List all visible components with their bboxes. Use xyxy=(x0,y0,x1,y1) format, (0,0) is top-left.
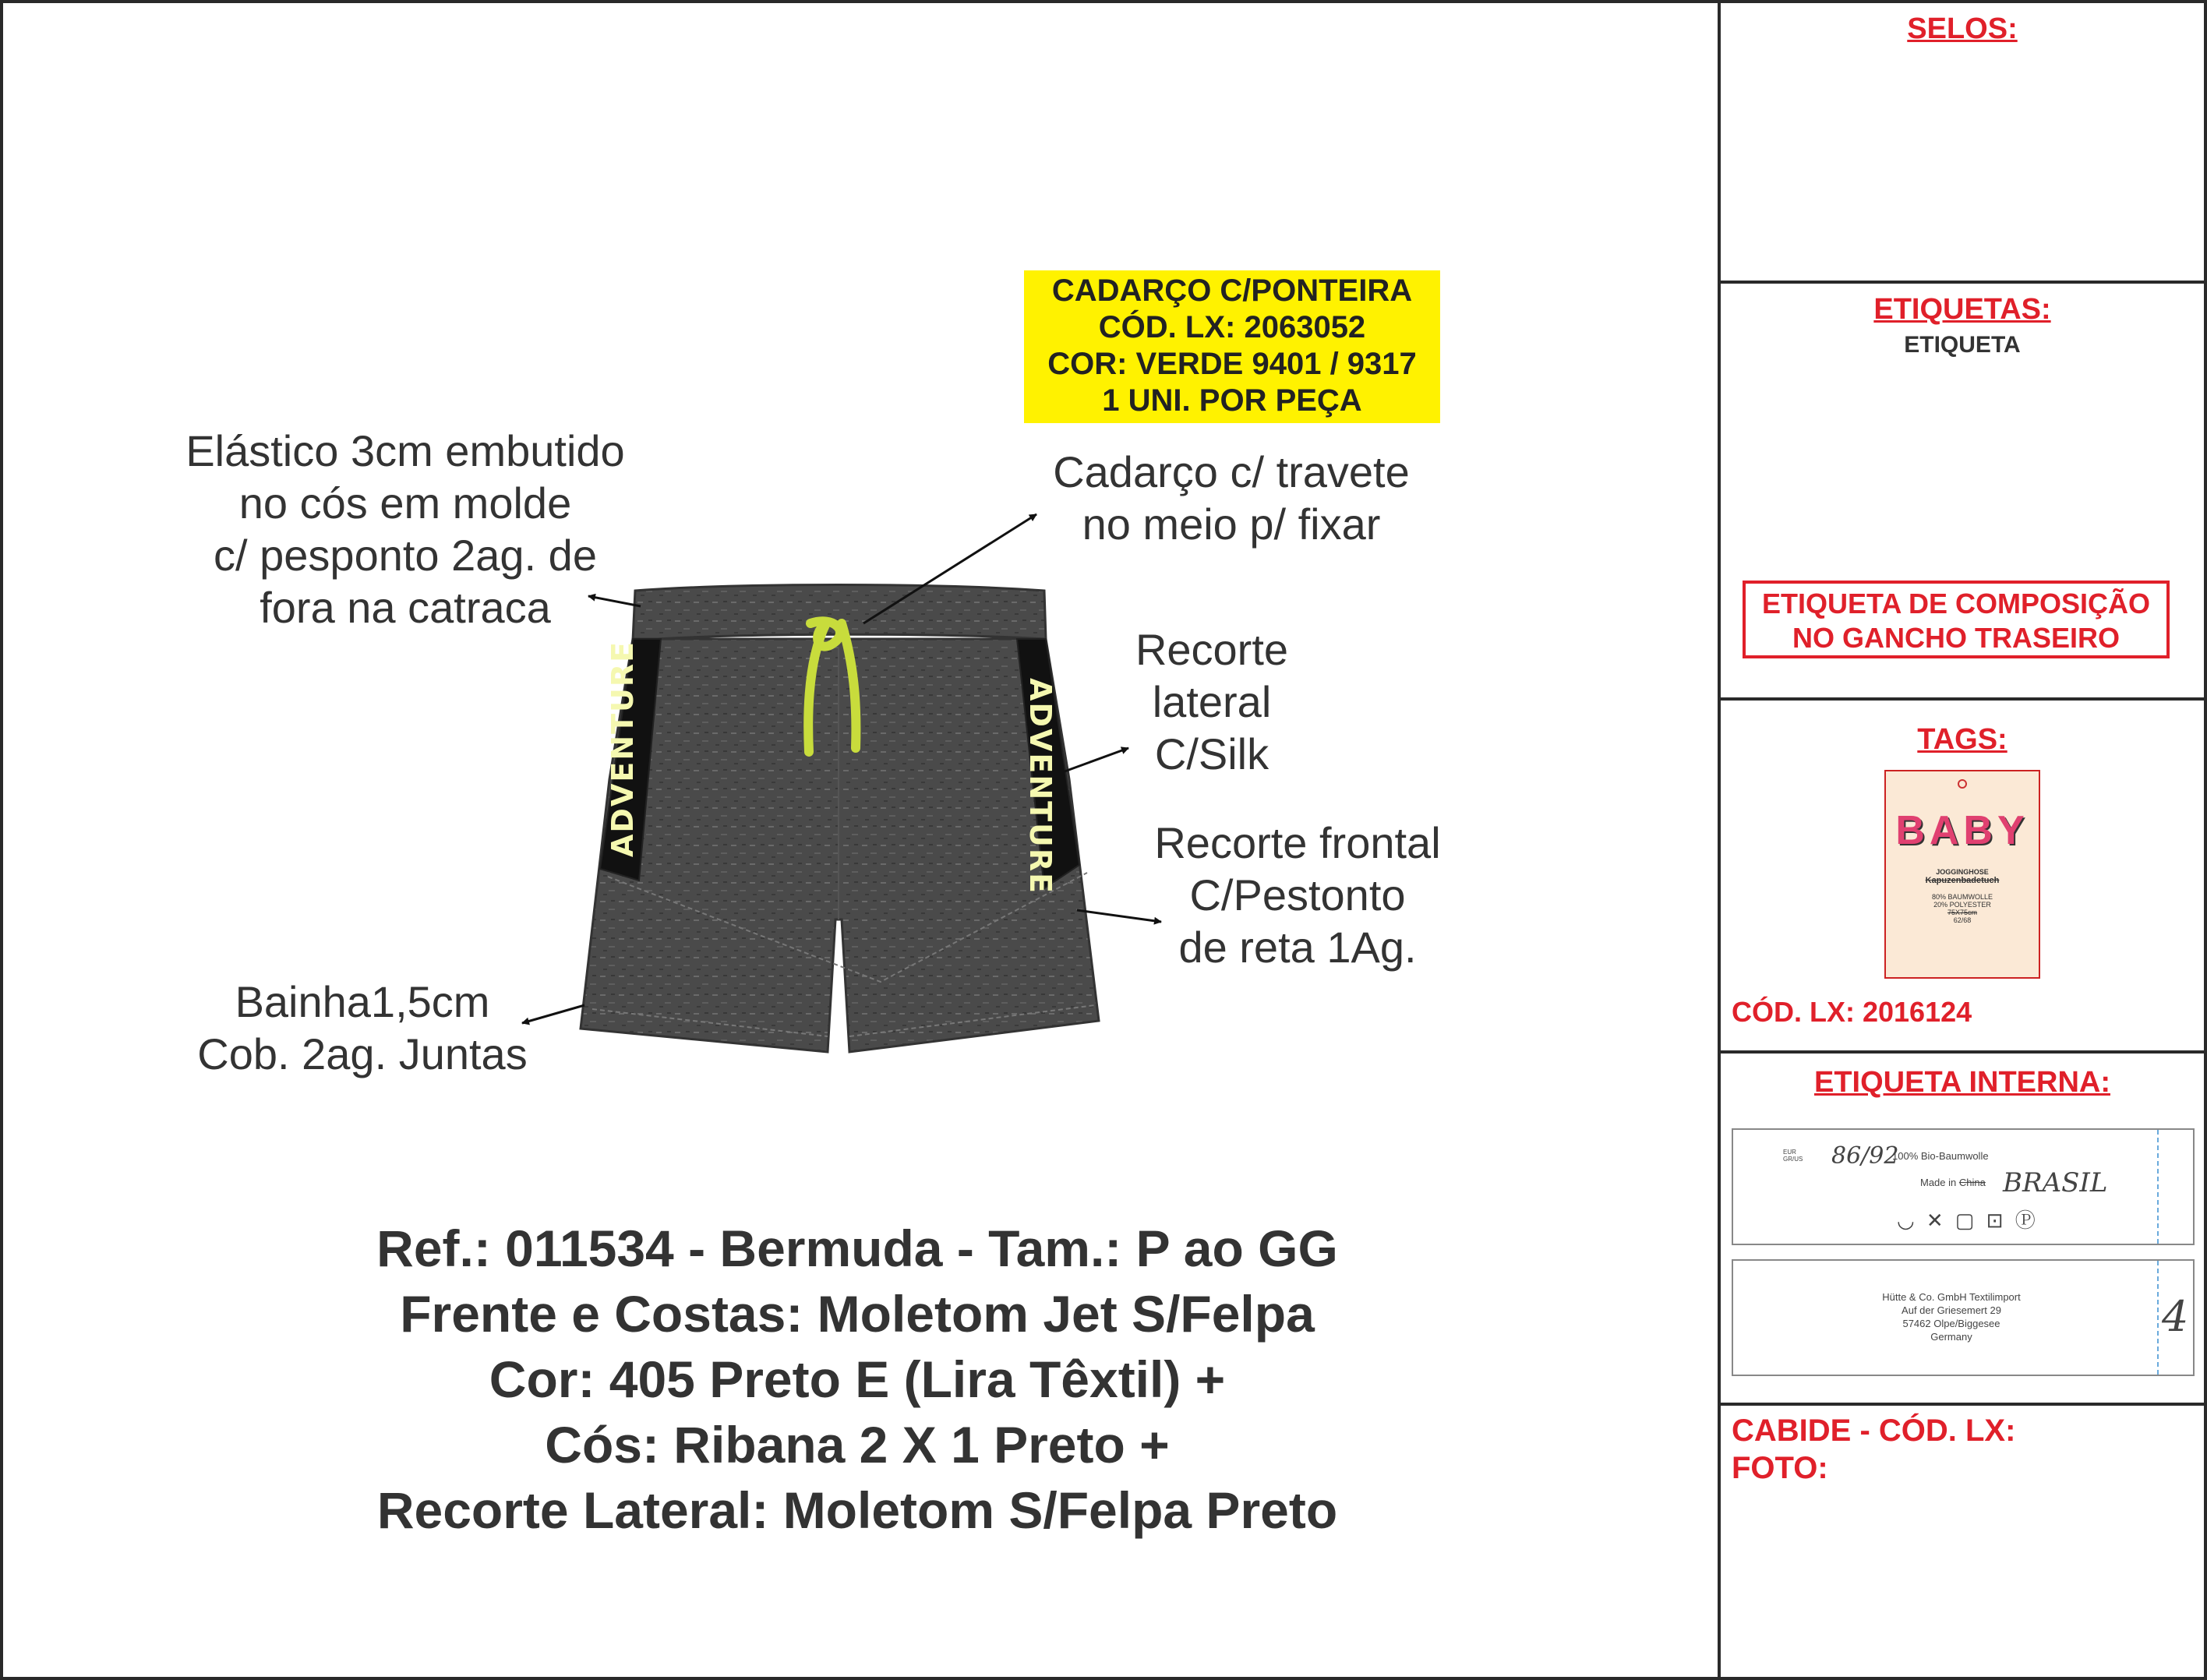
inner-label-2: Hütte & Co. GmbH Textilimport Auf der Griesemert 29 57462 Olpe/Biggesee Germany 4 xyxy=(1732,1259,2195,1376)
tag-code: CÓD. LX: 2016124 xyxy=(1732,996,1972,1028)
tag-hole xyxy=(1958,779,1967,789)
right-side-print: ADVENTURE xyxy=(1023,678,1058,895)
tag-brand: BABY xyxy=(1895,808,2029,853)
etiqueta-interna-title: ETIQUETA INTERNA: xyxy=(1814,1066,2110,1099)
cabide-section: CABIDE - CÓD. LX: FOTO: xyxy=(1732,1414,2016,1485)
annotation-drawstring: Cadarço c/ travete no meio p/ fixar xyxy=(1053,447,1410,549)
shorts-body xyxy=(581,639,1099,1052)
annotation-elastic: Elástico 3cm embutido no cós em molde c/ pesponto 2ag. de fora na catraca xyxy=(185,426,625,632)
composition-label-box: ETIQUETA DE COMPOSIÇÃO NO GANCHO TRASEIRO xyxy=(1743,581,2170,658)
reference-block: Ref.: 011534 - Bermuda - Tam.: P ao GG Frente e Costas: Moletom Jet S/Felpa Cor: 405 Preto E (Lira Têxtil) + Cós: Ribana 2 X 1 Preto + Recorte Lateral: Moletom S/Felpa Preto xyxy=(376,1219,1338,1539)
etiquetas-title: ETIQUETAS: xyxy=(1873,293,2051,326)
annotation-hem: Bainha1,5cm Cob. 2ag. Juntas xyxy=(197,977,528,1078)
left-side-print: ADVENTURE xyxy=(606,640,640,857)
inner-label-1: EUR GR/US 86/92 100% Bio-Baumwolle Made in China BRASIL ◡ ✕ ▢ ⊡ Ⓟ xyxy=(1732,1128,2195,1245)
drawstring-spec-box: CADARÇO C/PONTEIRA CÓD. LX: 2063052 COR: VERDE 9401 / 9317 1 UNI. POR PEÇA xyxy=(1024,270,1440,423)
annotation-front-panel: Recorte frontal C/Pestonto de reta 1Ag. xyxy=(1154,818,1441,972)
etiquetas-subtitle: ETIQUETA xyxy=(1904,332,2021,358)
selos-title: SELOS: xyxy=(1907,12,2018,45)
annotation-side-panel: Recorte lateral C/Silk xyxy=(1135,625,1289,778)
tags-title: TAGS: xyxy=(1917,723,2007,756)
care-symbols: ◡ ✕ ▢ ⊡ Ⓟ xyxy=(1897,1209,2039,1232)
hang-tag: BABY JOGGINGHOSE Kapuzenbadetuch 80% BAUMWOLLE 20% POLYESTER 75X75cm 62/68 xyxy=(1884,770,2040,979)
